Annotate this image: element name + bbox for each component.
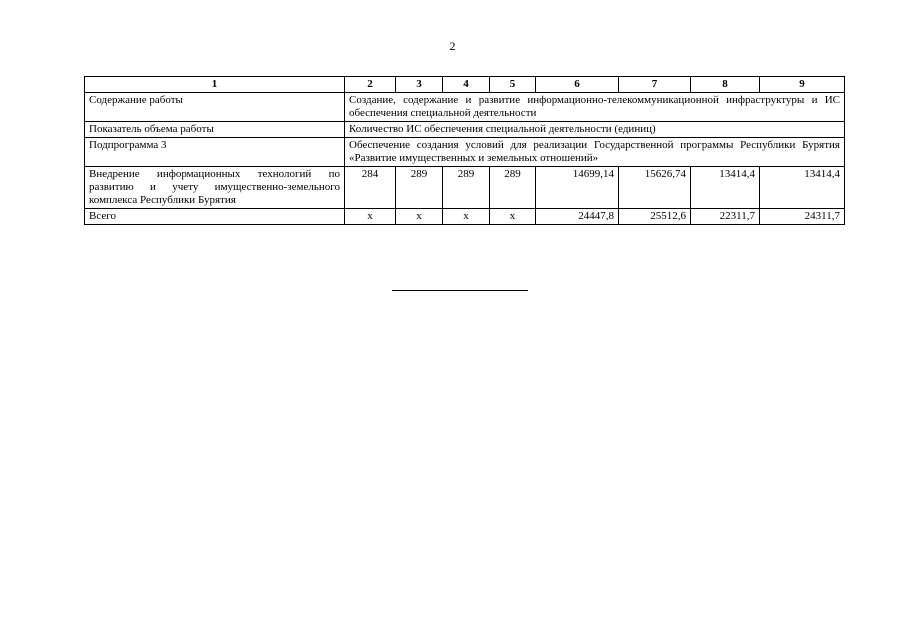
cell-value: 25512,6 bbox=[619, 209, 691, 225]
cell-value: х bbox=[396, 209, 443, 225]
cell-value: 24311,7 bbox=[760, 209, 845, 225]
column-header: 2 bbox=[345, 77, 396, 93]
row-label: Содержание работы bbox=[85, 93, 345, 122]
column-header: 9 bbox=[760, 77, 845, 93]
cell-value: 13414,4 bbox=[691, 167, 760, 209]
cell-value: 284 bbox=[345, 167, 396, 209]
cell-value: х bbox=[345, 209, 396, 225]
cell-value: х bbox=[443, 209, 490, 225]
table-header-row bbox=[85, 77, 845, 93]
cell-value: 15626,74 bbox=[619, 167, 691, 209]
row-label: Всего bbox=[85, 209, 345, 225]
table-row-subprogram bbox=[85, 138, 845, 167]
data-table bbox=[84, 76, 845, 225]
column-header: 5 bbox=[490, 77, 536, 93]
cell-value: 289 bbox=[490, 167, 536, 209]
table-row-work-content bbox=[85, 93, 845, 122]
cell-value: 289 bbox=[396, 167, 443, 209]
cell-value: 289 bbox=[443, 167, 490, 209]
closing-separator-line bbox=[392, 290, 528, 291]
column-header: 7 bbox=[619, 77, 691, 93]
row-value: Обеспечение создания условий для реализации Государственной программы Республики Бурятия «Развитие имущественных и земельных отношений» bbox=[345, 138, 845, 167]
page-number: 2 bbox=[449, 39, 456, 53]
column-header: 6 bbox=[536, 77, 619, 93]
row-label: Показатель объема работы bbox=[85, 122, 345, 138]
cell-value: 24447,8 bbox=[536, 209, 619, 225]
cell-value: 14699,14 bbox=[536, 167, 619, 209]
row-value: Создание, содержание и развитие информационно-телекоммуникационной инфраструктуры и ИС обеспечения специальной деятельности bbox=[345, 93, 845, 122]
row-value: Количество ИС обеспечения специальной деятельности (единиц) bbox=[345, 122, 845, 138]
cell-value: 22311,7 bbox=[691, 209, 760, 225]
column-header: 8 bbox=[691, 77, 760, 93]
column-header: 3 bbox=[396, 77, 443, 93]
column-header: 1 bbox=[85, 77, 345, 93]
cell-value: х bbox=[490, 209, 536, 225]
row-label: Внедрение информационных технологий по развитию и учету имущественно-земельного комплекса Республики Бурятия bbox=[85, 167, 345, 209]
table-row-total bbox=[85, 209, 845, 225]
table-row-it-implementation bbox=[85, 167, 845, 209]
table-row-volume-indicator bbox=[85, 122, 845, 138]
column-header: 4 bbox=[443, 77, 490, 93]
row-label: Подпрограмма 3 bbox=[85, 138, 345, 167]
cell-value: 13414,4 bbox=[760, 167, 845, 209]
